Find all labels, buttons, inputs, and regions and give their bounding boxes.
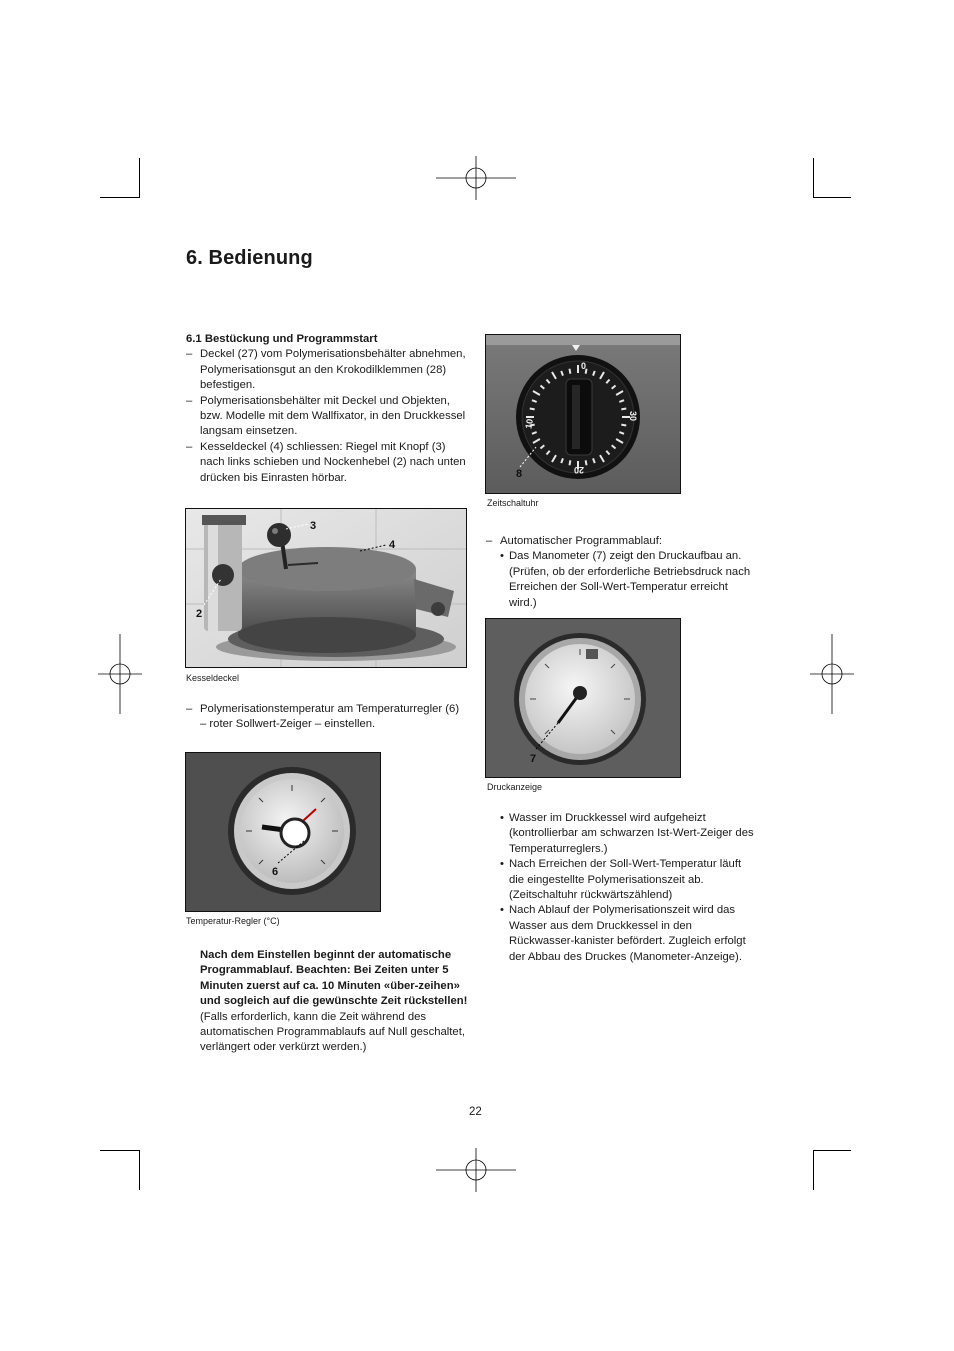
list-item: – Polymerisationsbehälter mit Deckel und Objekten, bzw. Modelle mit dem Wallfixator, in den Druckkessel langsam einsetzen. bbox=[186, 394, 466, 440]
dial-label-10: 10 bbox=[523, 418, 535, 430]
crop-mark bbox=[813, 1150, 851, 1151]
registration-mark-top bbox=[436, 156, 516, 200]
list-item: • Das Manometer (7) zeigt den Druckaufbau an. (Prüfen, ob der erforderliche Betriebsdruck nach Erreichen der Soll-Wert-Temperatur erreicht wird.) bbox=[500, 549, 758, 611]
caption-kesseldeckel: Kesseldeckel bbox=[186, 673, 240, 683]
list-item: – Deckel (27) vom Polymerisationsbehälter abnehmen, Polymerisationsgut an den Krokodilklemmen (28) befestigen. bbox=[186, 347, 466, 393]
auto-program-block bbox=[486, 534, 758, 611]
callout-8: 8 bbox=[516, 468, 523, 480]
dial-tick bbox=[586, 460, 587, 465]
note-bold-text: Nach dem Einstellen beginnt der automatische Programmablauf. Beachten: Bei Zeiten unter 5 Minuten zuerst auf ca. 10 Minuten «über-zeihen» und sogleich auf die gewünschte Zeit rückstellen! bbox=[200, 949, 468, 1008]
dial-label-30: 30 bbox=[628, 411, 638, 422]
list-item: • Nach Erreichen der Soll-Wert-Temperatur läuft die eingestellte Polymerisationszeit ab. (Zeitschaltuhr rückwärtszählend) bbox=[500, 857, 758, 903]
dial-tick bbox=[530, 408, 535, 409]
crop-mark bbox=[813, 158, 814, 198]
page-number: 22 bbox=[469, 1106, 482, 1118]
temperature-step bbox=[186, 702, 466, 733]
caption-druckanzeige: Druckanzeige bbox=[487, 782, 543, 792]
list-item bbox=[486, 534, 758, 611]
page-heading: 6. Bedienung bbox=[186, 247, 313, 269]
photo-druckanzeige bbox=[485, 618, 681, 778]
photo-kesseldeckel bbox=[185, 508, 467, 668]
list-item: – Kesseldeckel (4) schliessen: Riegel mit Knopf (3) nach links schieben und Nockenhebel (2) nach unten drücken bis Einrasten hörbar. bbox=[186, 440, 466, 486]
process-bullets bbox=[500, 811, 758, 965]
caption-temperatur-regler: Temperatur-Regler (°C) bbox=[186, 916, 280, 926]
crop-mark bbox=[139, 158, 140, 198]
crop-mark bbox=[100, 197, 140, 198]
list-item: • Nach Ablauf der Polymerisationszeit wird das Wasser aus dem Druckkessel in den Rückwasser-kanister befördert. Zugleich erfolgt der Abbau des Druckes (Manometer-Anzeige). bbox=[500, 903, 758, 965]
crop-mark bbox=[813, 1150, 814, 1190]
dial-tick bbox=[621, 408, 626, 409]
intro-block bbox=[186, 332, 466, 486]
auto-program-label: Automatischer Programmablauf: bbox=[500, 535, 662, 547]
registration-mark-left bbox=[98, 634, 142, 714]
crop-mark bbox=[139, 1150, 140, 1190]
callout-2: 2 bbox=[196, 608, 203, 620]
intro-steps-list bbox=[186, 347, 466, 486]
dial-label-0: 0 bbox=[581, 361, 587, 371]
caption-zeitschaltuhr: Zeitschaltuhr bbox=[487, 498, 539, 508]
section-title: 6.1 Bestückung und Programmstart bbox=[186, 333, 378, 345]
dial-tick bbox=[621, 425, 626, 426]
registration-mark-right bbox=[810, 634, 854, 714]
callout-3: 3 bbox=[310, 520, 317, 532]
dial-tick bbox=[569, 460, 570, 465]
note-normal-text: (Falls erforderlich, kann die Zeit während des automatischen Programmablaufs auf Null geschaltet, verlängert oder verkürzt werden.) bbox=[200, 1010, 465, 1054]
list-item: – Polymerisationstemperatur am Temperaturregler (6) – roter Sollwert-Zeiger – einstellen. bbox=[186, 702, 466, 733]
dial-tick bbox=[569, 369, 570, 374]
crop-mark bbox=[813, 197, 851, 198]
callout-4: 4 bbox=[389, 539, 396, 551]
note-block bbox=[200, 948, 468, 1056]
dial-label-20: 20 bbox=[573, 465, 584, 475]
callout-6: 6 bbox=[272, 866, 279, 878]
registration-mark-bottom bbox=[436, 1148, 516, 1192]
list-item: • Wasser im Druckkessel wird aufgeheizt (kontrollierbar am schwarzen Ist-Wert-Zeiger des Temperaturreglers.) bbox=[500, 811, 758, 857]
crop-mark bbox=[100, 1150, 140, 1151]
callout-7: 7 bbox=[530, 753, 537, 765]
photo-zeitschaltuhr bbox=[485, 334, 681, 494]
photo-temperatur-regler bbox=[185, 752, 381, 912]
